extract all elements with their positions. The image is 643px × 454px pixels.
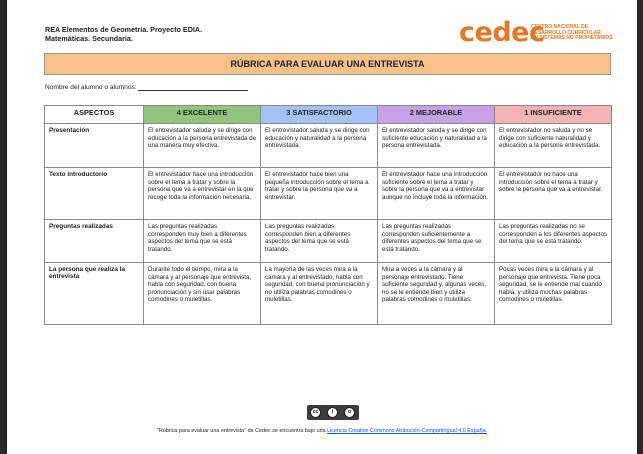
rubric-cell: Las preguntas realizadas corresponden bien a diferentes aspectos del tema que se está tratando. bbox=[261, 220, 378, 263]
table-row bbox=[45, 168, 612, 220]
aspect-label: Texto introductorio bbox=[45, 168, 144, 220]
rubric-title: RÚBRICA PARA EVALUAR UNA ENTREVISTA bbox=[44, 53, 611, 75]
logo-word: cedec bbox=[459, 17, 545, 48]
logo-sub-line-2: DESARROLLO CURRICULAR bbox=[531, 29, 601, 36]
table-row bbox=[45, 124, 612, 168]
table-row bbox=[45, 220, 612, 263]
student-name-blank bbox=[138, 83, 248, 91]
rubric-cell: Las preguntas realizadas corresponden suficientemente a diferentes aspectos del tema que se está tratando. bbox=[378, 220, 495, 263]
attribution-icon: i bbox=[327, 407, 338, 418]
logo-subtitle bbox=[531, 25, 613, 42]
level-header-excelente: 4 EXCELENTE bbox=[144, 106, 261, 124]
table-row bbox=[45, 263, 612, 325]
logo-sub-line-3: EN SISTEMAS NO PROPIETARIOS bbox=[531, 35, 613, 42]
rubric-cell: El entrevistador no hace una introducción sobre el tema a tratar y sobre la persona que va a entrevistar. bbox=[495, 168, 612, 220]
rubric-table bbox=[44, 105, 612, 325]
rubric-cell: El entrevistador hace una introducción suficiente sobre el tema a tratar y sobre la persona que va a entrevistar aunque no incluye toda la información. bbox=[378, 168, 495, 220]
rubric-cell: El entrevistador hace una introducción sobre el tema a tratar y sobre la persona que va a entrevistar en la que recoge toda la información necesaria. bbox=[144, 168, 261, 220]
cc-icon: cc bbox=[310, 407, 321, 418]
license-link[interactable]: Licencia Creative Commons Atribución-CompartirIgual 4.0 España. bbox=[327, 428, 488, 434]
header-line-2: Matemáticas. Secundaria. bbox=[45, 34, 133, 43]
aspect-label: Presentación bbox=[45, 124, 144, 168]
level-header-insuficiente: 1 INSUFICIENTE bbox=[495, 106, 612, 124]
rubric-cell: El entrevistador saluda y se dirige con suficiente educación y naturalidad a la persona entrevistada. bbox=[378, 124, 495, 168]
aspects-header: ASPECTOS bbox=[45, 106, 144, 124]
rubric-cell: Las preguntas realizadas no se corresponden a los diferentes aspectos del tema que se está tratando. bbox=[495, 220, 612, 263]
rubric-cell: El entrevistador hace bien una pequeña introducción sobre el tema a tratar y sobre la persona que va a entrevistar. bbox=[261, 168, 378, 220]
cedec-logo bbox=[459, 18, 619, 48]
rubric-cell: Durante todo el tiempo, mira a la cámara y al personaje que entrevista, habla con seguridad, con buena pronunciación y sin usar palabras comodines o muletillas. bbox=[144, 263, 261, 325]
aspect-label: Preguntas realizadas bbox=[45, 220, 144, 263]
logo-sub-line-1: CENTRO NACIONAL DE bbox=[531, 24, 589, 30]
rubric-cell: La mayoría de las veces mira a la cámara y al entrevistado, habla con seguridad, con buena pronunciación y no utiliza palabras comodines o muletillas. bbox=[261, 263, 378, 325]
creative-commons-badge-icon[interactable] bbox=[307, 405, 359, 420]
header-line-1: REA Elementos de Geometría. Proyecto EDIA. bbox=[45, 25, 203, 34]
student-name-label: Nombre del alumno o alumnos: bbox=[45, 84, 137, 91]
document-page bbox=[7, 0, 637, 454]
rubric-cell: Pocas veces mira a la cámara y al personaje que entrevista. Tiene poca seguridad, se le entiende mal cuando habla, y utiliza muchas palabras comodines o muletillas. bbox=[495, 263, 612, 325]
student-name-line bbox=[45, 83, 248, 91]
license-text: "Rúbrica para evaluar una entrevista" de Cedec se encuentra bajo una bbox=[156, 428, 328, 434]
level-header-mejorable: 2 MEJORABLE bbox=[378, 106, 495, 124]
rubric-cell: Mira a veces a la cámara y al personaje entrevistado. Tiene suficiente seguridad y, algunas veces, no se le entiende bien y utiliza palabras comodines o muletillas. bbox=[378, 263, 495, 325]
aspect-label: La persona que realiza la entrevista bbox=[45, 263, 144, 325]
share-alike-icon: o bbox=[344, 407, 355, 418]
rubric-header-row bbox=[45, 106, 612, 124]
rubric-cell: El entrevistador saluda y se dirige con educación y naturalidad a la persona entrevistada. bbox=[261, 124, 378, 168]
rubric-cell: Las preguntas realizadas corresponden muy bien a diferentes aspectos del tema que se está tratando. bbox=[144, 220, 261, 263]
license-notice bbox=[7, 428, 637, 434]
level-header-satisfactorio: 3 SATISFACTORIO bbox=[261, 106, 378, 124]
document-header bbox=[45, 25, 202, 43]
rubric-cell: El entrevistador saluda y se dirige con educación a la persona entrevistada de una manera muy efectiva. bbox=[144, 124, 261, 168]
rubric-cell: El entrevistador no saluda y no se dirige con suficiente naturalidad y educación a la persona entrevistada. bbox=[495, 124, 612, 168]
